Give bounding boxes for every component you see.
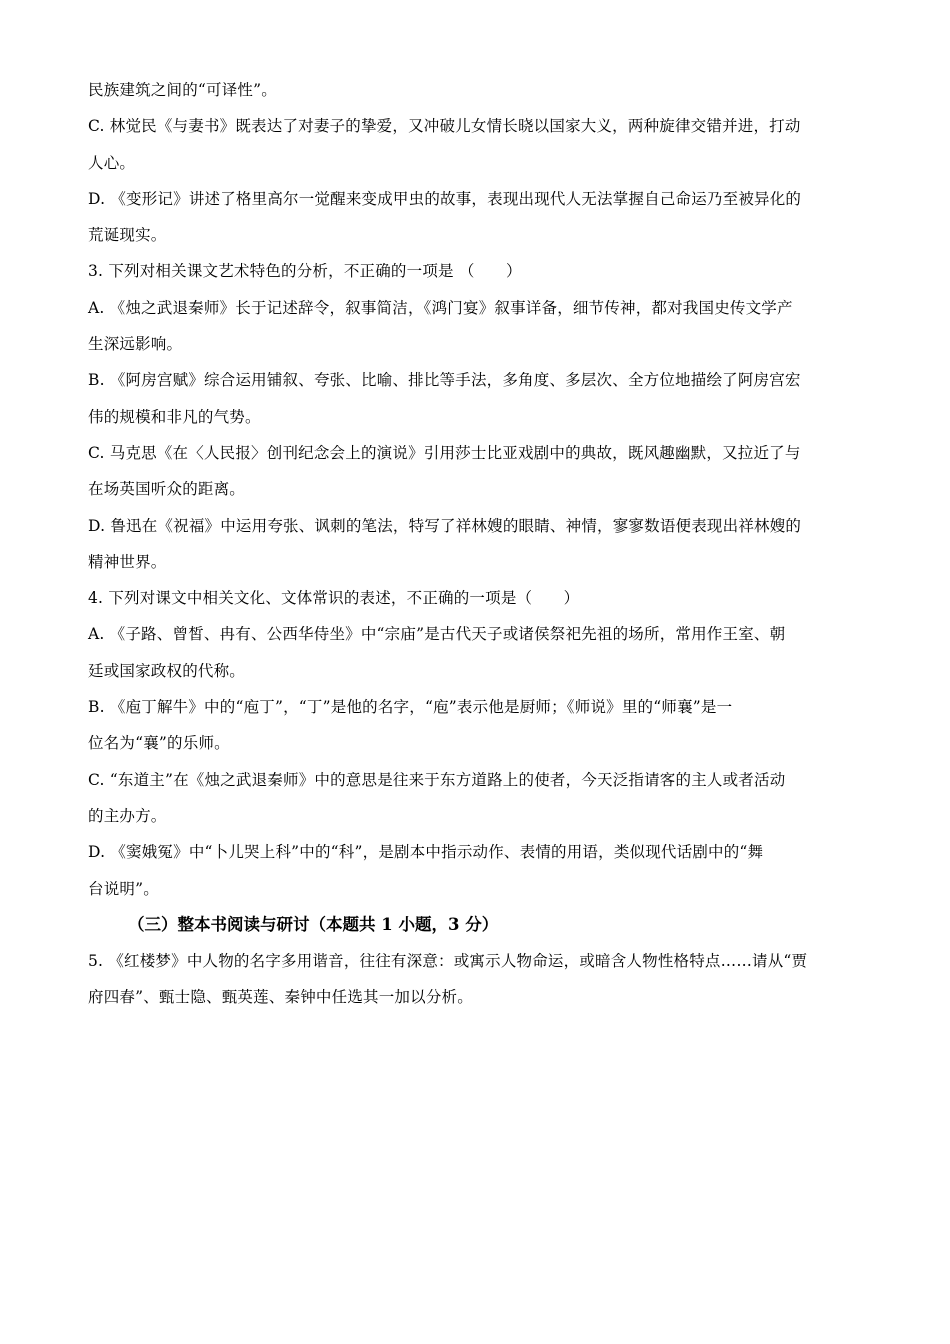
option-c-line: C. “东道主”在《烛之武退秦师》中的意思是往来于东方道路上的使者，今天泛指请客的主人或者活动 [88, 770, 786, 789]
option-d-line: D. 鲁迅在《祝福》中运用夸张、讽刺的笔法，特写了祥林嫂的眼睛、神情，寥寥数语便表现出祥林嫂的 [88, 516, 802, 535]
text-line: 民族建筑之间的“可译性”。 [88, 81, 277, 99]
question-5: 5. 《红楼梦》中人物的名字多用谐音，往往有深意：或寓示人物命运，或暗含人物性格特点……请从“贾 [88, 952, 808, 971]
option-d-line: D. 《窦娥冤》中“卜儿哭上科”中的“科”，是剧本中指示动作、表情的用语，类似现代话剧中的“舞 [88, 843, 764, 862]
document-page [88, 72, 863, 1016]
text-line: 荒诞现实。 [88, 226, 167, 245]
option-b-line: B. 《阿房宫赋》综合运用铺叙、夸张、比喻、排比等手法，多角度、多层次、全方位地描绘了阿房宫宏 [88, 371, 801, 390]
section-heading: （三）整本书阅读与研讨（本题共 1 小题，3 分） [128, 914, 499, 934]
text-line: 人心。 [88, 153, 136, 172]
text-line: 府四春”、甄士隐、甄英莲、秦钟中任选其一加以分析。 [88, 988, 473, 1007]
text-line: 在场英国听众的距离。 [88, 480, 246, 499]
option-d-line: D. 《变形记》讲述了格里高尔一觉醒来变成甲虫的故事，表现出现代人无法掌握自己命运乃至被异化的 [88, 189, 802, 208]
question-3: 3. 下列对相关课文艺术特色的分析，不正确的一项是 （ ） [88, 262, 522, 281]
text-line: 台说明”。 [88, 879, 159, 898]
text-line: 精神世界。 [88, 552, 167, 571]
option-a-line: A. 《子路、曾皙、冉有、公西华侍坐》中“宗庙”是古代天子或诸侯祭祀先祖的场所，常用作王室、朝 [88, 625, 786, 644]
option-c-line: C. 马克思《在〈人民报〉创刊纪念会上的演说》引用莎士比亚戏剧中的典故，既风趣幽默，又拉近了与 [88, 443, 801, 462]
option-c-line: C. 林觉民《与妻书》既表达了对妻子的挚爱，又冲破儿女情长晓以国家大义，两种旋律交错并进，打动 [88, 117, 801, 136]
option-b-line: B. 《庖丁解牛》中的“庖丁”，“丁”是他的名字，“庖”表示他是厨师；《师说》里的“师襄”是一 [88, 698, 733, 717]
question-4: 4. 下列对课文中相关文化、文体常识的表述，不正确的一项是（ ） [88, 589, 580, 608]
text-line: 位名为“襄”的乐师。 [88, 734, 230, 753]
text-line: 的主办方。 [88, 806, 167, 825]
option-a-line: A. 《烛之武退秦师》长于记述辞令，叙事简洁，《鸿门宴》叙事详备，细节传神，都对我国史传文学产 [88, 298, 793, 317]
text-line: 伟的规模和非凡的气势。 [88, 407, 261, 426]
text-line: 廷或国家政权的代称。 [88, 661, 246, 680]
text-line: 生深远影响。 [88, 335, 183, 354]
